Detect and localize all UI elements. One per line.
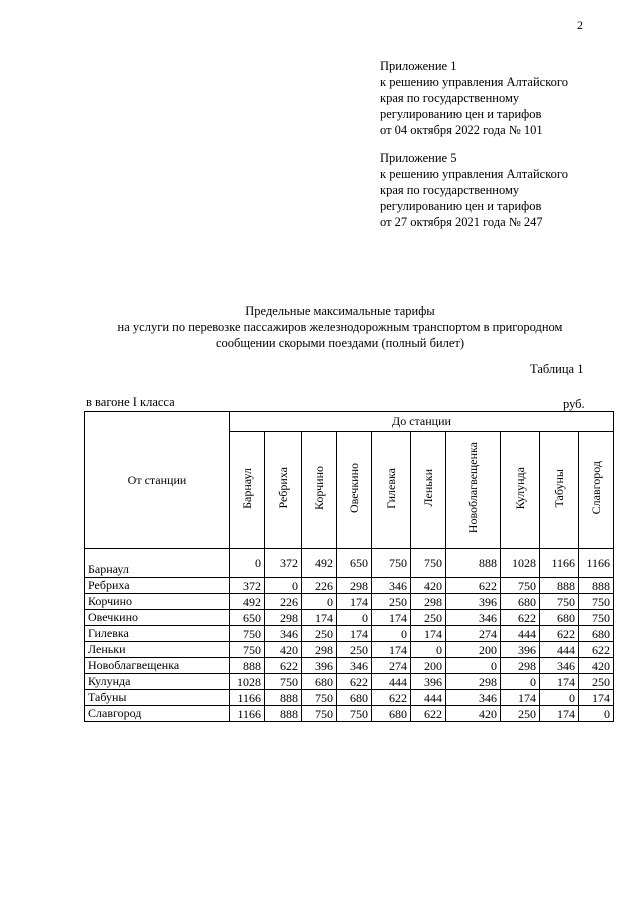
title-line: сообщении скорыми поездами (полный билет) xyxy=(215,336,465,350)
table-row xyxy=(85,658,614,674)
column-header-label: Ребриха xyxy=(275,467,290,509)
table-label: Таблица 1 xyxy=(530,362,584,376)
currency-label: руб. xyxy=(563,397,585,411)
tariff-cell: 680 xyxy=(501,594,540,610)
tariff-cell: 226 xyxy=(265,594,302,610)
tariff-cell: 622 xyxy=(579,642,614,658)
appendix-1-line: регулированию цен и тарифов xyxy=(380,107,542,121)
tariff-cell: 750 xyxy=(579,610,614,626)
tariff-cell: 750 xyxy=(372,549,411,578)
tariff-cell: 396 xyxy=(411,674,446,690)
tariff-cell: 492 xyxy=(302,549,337,578)
tariff-cell: 250 xyxy=(411,610,446,626)
tariff-cell: 174 xyxy=(579,690,614,706)
tariff-cell: 492 xyxy=(230,594,265,610)
tariff-cell: 750 xyxy=(337,706,372,722)
tariff-cell xyxy=(540,549,579,578)
tariff-cell: 274 xyxy=(372,658,411,674)
tariff-cell: 346 xyxy=(265,626,302,642)
column-header xyxy=(540,432,579,549)
column-header xyxy=(411,432,446,549)
table-row xyxy=(85,594,614,610)
tariff-cell: 622 xyxy=(446,578,501,594)
tariff-cell: 444 xyxy=(501,626,540,642)
row-station-name: Кулунда xyxy=(85,674,230,690)
tariff-value: 1028 xyxy=(512,556,536,570)
tariff-cell: 346 xyxy=(446,610,501,626)
table-row xyxy=(85,610,614,626)
column-header-label: Славгород xyxy=(588,461,603,515)
tariff-cell: 226 xyxy=(302,578,337,594)
tariff-cell: 346 xyxy=(337,658,372,674)
tariff-cell: 680 xyxy=(540,610,579,626)
column-header-label: Кулунда xyxy=(512,466,527,510)
column-header xyxy=(265,432,302,549)
row-station-name: Овечкино xyxy=(85,610,230,626)
tariff-cell: 0 xyxy=(265,578,302,594)
tariff-cell: 0 xyxy=(501,674,540,690)
tariff-cell: 174 xyxy=(540,706,579,722)
tariff-cell: 250 xyxy=(579,674,614,690)
tariff-cell: 1166 xyxy=(230,690,265,706)
table-row xyxy=(85,642,614,658)
row-station-name: Барнаул xyxy=(85,549,230,578)
tariff-cell: 750 xyxy=(540,594,579,610)
column-header-label: Барнаул xyxy=(239,467,254,509)
tariff-cell xyxy=(501,549,540,578)
appendix-1-block xyxy=(380,58,620,138)
row-station-name: Корчино xyxy=(85,594,230,610)
tariff-cell: 680 xyxy=(337,690,372,706)
column-header-label: Овечкино xyxy=(346,463,361,513)
column-header-label: Корчино xyxy=(311,466,326,510)
tariff-cell: 298 xyxy=(265,610,302,626)
tariff-cell: 420 xyxy=(579,658,614,674)
row-station-name: Табуны xyxy=(85,690,230,706)
table-row xyxy=(85,549,614,578)
tariff-cell: 0 xyxy=(337,610,372,626)
tariff-cell: 0 xyxy=(411,642,446,658)
tariff-cell: 346 xyxy=(372,578,411,594)
tariff-cell: 420 xyxy=(446,706,501,722)
tariff-cell: 650 xyxy=(337,549,372,578)
car-class-label: в вагоне I класса xyxy=(86,395,175,409)
tariff-cell: 420 xyxy=(411,578,446,594)
tariff-cell: 298 xyxy=(411,594,446,610)
tariff-cell: 444 xyxy=(411,690,446,706)
row-station-name: Новоблагвещенка xyxy=(85,658,230,674)
column-header xyxy=(372,432,411,549)
appendix-1-line: к решению управления Алтайского xyxy=(380,75,568,89)
tariff-cell: 1166 xyxy=(230,706,265,722)
tariff-cell: 888 xyxy=(540,578,579,594)
tariff-cell: 750 xyxy=(230,626,265,642)
column-header xyxy=(302,432,337,549)
tariff-cell: 372 xyxy=(230,578,265,594)
column-header xyxy=(337,432,372,549)
tariff-table xyxy=(84,411,614,722)
page-number: 2 xyxy=(577,18,583,32)
tariff-cell: 274 xyxy=(446,626,501,642)
tariff-cell: 750 xyxy=(265,674,302,690)
tariff-cell: 174 xyxy=(540,674,579,690)
tariff-cell: 250 xyxy=(372,594,411,610)
appendix-5-line: к решению управления Алтайского xyxy=(380,167,568,181)
tariff-cell: 1166 xyxy=(579,549,614,578)
tariff-cell: 298 xyxy=(302,642,337,658)
tariff-cell: 650 xyxy=(230,610,265,626)
tariff-cell: 622 xyxy=(540,626,579,642)
column-header-label: Новоблагвещенка xyxy=(465,442,480,534)
tariff-cell: 888 xyxy=(579,578,614,594)
tariff-cell: 0 xyxy=(446,658,501,674)
row-station-name: Гилевка xyxy=(85,626,230,642)
table-row xyxy=(85,690,614,706)
tariff-cell: 622 xyxy=(372,690,411,706)
appendix-5-line: края по государственному xyxy=(380,183,520,197)
tariff-cell: 396 xyxy=(302,658,337,674)
tariff-cell: 346 xyxy=(446,690,501,706)
tariff-cell: 750 xyxy=(579,594,614,610)
tariff-cell: 174 xyxy=(337,594,372,610)
tariff-cell: 888 xyxy=(265,706,302,722)
table-row xyxy=(85,706,614,722)
document-title xyxy=(60,303,620,351)
tariff-cell: 680 xyxy=(579,626,614,642)
tariff-cell: 0 xyxy=(579,706,614,722)
appendix-1-line: края по государственному xyxy=(380,91,520,105)
tariff-cell: 1028 xyxy=(230,674,265,690)
tariff-cell: 680 xyxy=(372,706,411,722)
tariff-cell: 622 xyxy=(337,674,372,690)
appendix-1-line: Приложение 1 xyxy=(380,59,457,73)
tariff-cell: 622 xyxy=(411,706,446,722)
column-header-label: Гилевка xyxy=(383,467,398,509)
tariff-cell: 0 xyxy=(372,626,411,642)
table-row xyxy=(85,626,614,642)
tariff-cell: 200 xyxy=(446,642,501,658)
tariff-cell: 200 xyxy=(411,658,446,674)
tariff-cell: 174 xyxy=(372,610,411,626)
title-line: на услуги по перевозке пассажиров железнодорожным транспортом в пригородном xyxy=(117,320,563,334)
tariff-cell: 174 xyxy=(501,690,540,706)
tariff-cell: 372 xyxy=(265,549,302,578)
tariff-value: 1166 xyxy=(551,556,575,570)
row-station-name: Леньки xyxy=(85,642,230,658)
tariff-cell: 174 xyxy=(302,610,337,626)
table-row xyxy=(85,674,614,690)
tariff-cell: 298 xyxy=(501,658,540,674)
tariff-cell: 420 xyxy=(265,642,302,658)
column-header xyxy=(446,432,501,549)
tariff-cell: 444 xyxy=(540,642,579,658)
tariff-cell: 250 xyxy=(337,642,372,658)
tariff-cell: 750 xyxy=(501,578,540,594)
tariff-cell: 622 xyxy=(265,658,302,674)
tariff-cell: 444 xyxy=(372,674,411,690)
tariff-cell: 346 xyxy=(540,658,579,674)
tariff-cell: 750 xyxy=(302,706,337,722)
tariff-cell: 750 xyxy=(411,549,446,578)
tariff-cell: 622 xyxy=(501,610,540,626)
from-station-header: От станции xyxy=(85,412,230,549)
table-body xyxy=(85,549,614,722)
tariff-cell: 0 xyxy=(540,690,579,706)
tariff-cell: 0 xyxy=(230,549,265,578)
appendix-5-line: от 27 октября 2021 года № 247 xyxy=(380,215,543,229)
to-station-header: До станции xyxy=(230,412,614,432)
table-row xyxy=(85,578,614,594)
tariff-cell: 888 xyxy=(230,658,265,674)
tariff-cell: 174 xyxy=(337,626,372,642)
tariff-cell: 250 xyxy=(302,626,337,642)
appendix-5-line: регулированию цен и тарифов xyxy=(380,199,542,213)
column-header xyxy=(230,432,265,549)
appendix-1-line: от 04 октября 2022 года № 101 xyxy=(380,123,543,137)
tariff-cell: 396 xyxy=(446,594,501,610)
tariff-cell: 888 xyxy=(265,690,302,706)
row-station-name: Ребриха xyxy=(85,578,230,594)
appendix-5-line: Приложение 5 xyxy=(380,151,457,165)
column-header xyxy=(501,432,540,549)
tariff-cell: 0 xyxy=(302,594,337,610)
tariff-cell: 298 xyxy=(337,578,372,594)
tariff-cell: 888 xyxy=(446,549,501,578)
tariff-cell: 396 xyxy=(501,642,540,658)
appendix-5-block xyxy=(380,150,620,230)
tariff-cell: 298 xyxy=(446,674,501,690)
tariff-cell: 680 xyxy=(302,674,337,690)
column-header-label: Леньки xyxy=(420,469,435,507)
row-station-name: Славгород xyxy=(85,706,230,722)
tariff-cell: 250 xyxy=(501,706,540,722)
tariff-cell: 750 xyxy=(302,690,337,706)
title-line: Предельные максимальные тарифы xyxy=(245,304,435,318)
tariff-cell: 174 xyxy=(372,642,411,658)
column-header-label: Табуны xyxy=(551,468,566,508)
tariff-cell: 750 xyxy=(230,642,265,658)
tariff-cell: 174 xyxy=(411,626,446,642)
column-header xyxy=(579,432,614,549)
